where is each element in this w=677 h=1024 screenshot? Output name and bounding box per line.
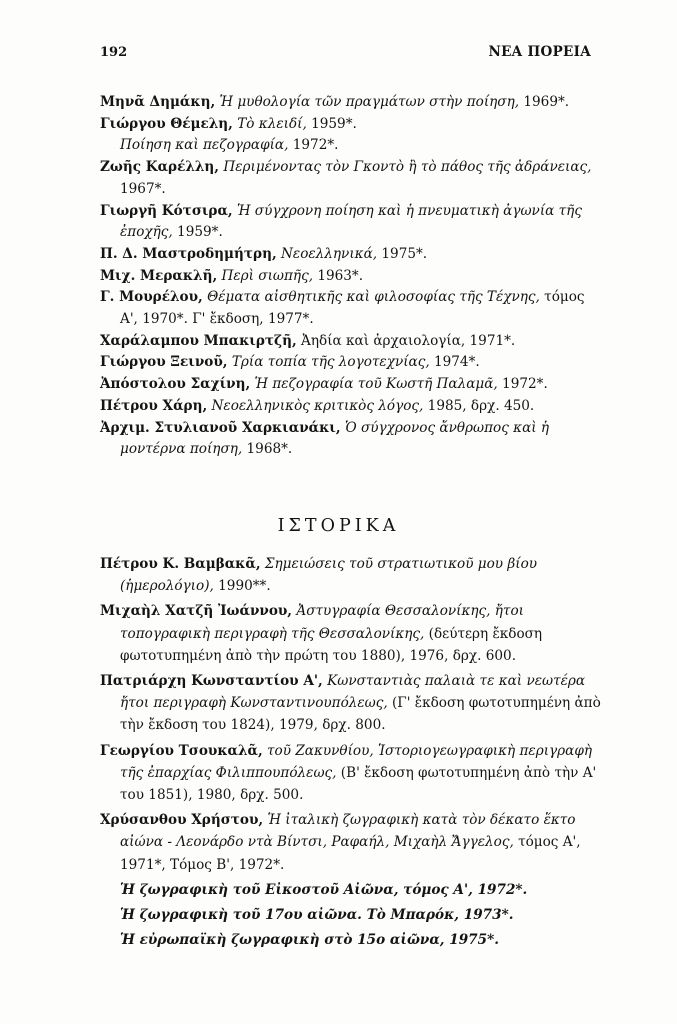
- entry-title: Ὁ σύγχρονος ἄνθρωπος καὶ ἡ μοντέρνα ποίηση,: [120, 419, 550, 458]
- entry-details: (δεύτερη ἔκδοση φωτοτυπημένη ἀπὸ τὴν πρώτη του 1880), 1976, δρχ. 600.: [120, 625, 543, 664]
- entry-details: 1972*.: [288, 137, 339, 154]
- entry-details: Ἀηδία καὶ ἀρχαιολογία, 1971*.: [301, 332, 516, 349]
- bibliography-entry: [100, 670, 602, 737]
- entry-details: (Γ' ἔκδοση φωτοτυπημένη ἀπὸ τὴν ἔκδοση του 1824), 1979, δρχ. 800.: [120, 695, 601, 734]
- entry-author: Χρύσανθου Χρήστου,: [100, 812, 264, 829]
- entry-details: τόμος Α', 1971*, Τόμος Β', 1972*.: [120, 834, 581, 873]
- bibliography-entry: [100, 904, 602, 926]
- entry-title: Ἡ ἰταλικὴ ζωγραφικὴ κατὰ τὸν δέκατο ἕκτο αἰώνα - Λεονάρδο ντὰ Βίντσι, Ραφαήλ, Μιχαὴλ Ἄγγελος,: [120, 812, 576, 851]
- entry-author: Μιχ. Μερακλῆ,: [100, 267, 218, 284]
- entry-title: τοῦ Ζακυνθίου, Ἱστοριογεωγραφικὴ περιγραφὴ τῆς ἐπαρχίας Φιλιππουπόλεως,: [120, 742, 592, 781]
- entry-author: Γεωργίου Τσουκαλᾶ,: [100, 742, 263, 759]
- entry-author: Ἀπόστολου Σαχίνη,: [100, 376, 251, 393]
- entry-title: Νεοελληνικὸς κριτικὸς λόγος,: [211, 397, 424, 414]
- entry-title: Θέματα αἰσθητικῆς καὶ φιλοσοφίας τῆς Τέχνης,: [207, 289, 540, 306]
- entry-details: (Β' ἔκδοση φωτοτυπημένη ἀπὸ τὴν Α' του 1851), 1980, δρχ. 500.: [120, 764, 597, 804]
- entry-author: Πατριάρχη Κωνσταντίου Α',: [100, 673, 323, 690]
- entry-details: τόμος Α', 1970*. Γ' ἔκδοση, 1977*.: [120, 289, 585, 328]
- entry-author: Μιχαὴλ Χατζῆ Ἰωάννου,: [100, 603, 293, 620]
- entry-title: Περιμένοντας τὸν Γκοντὸ ἢ τὸ πάθος τῆς ἀδράνειας,: [223, 159, 592, 176]
- entry-title: Τὸ κλειδί,: [237, 115, 307, 132]
- bibliography-entry: [100, 266, 602, 288]
- entry-details: 1990**.: [213, 578, 271, 595]
- journal-title: ΝΕΑ ΠΟΡΕΙΑ: [488, 44, 591, 60]
- entry-author: Π. Δ. Μαστροδημήτρη,: [100, 245, 277, 262]
- bibliography-entry: [100, 809, 602, 876]
- entry-details: 1975*.: [444, 932, 499, 949]
- entry-title: Κωνσταντιὰς παλαιὰ τε καὶ νεωτέρα ἤτοι περιγραφὴ Κωνσταντινουπόλεως,: [120, 673, 586, 712]
- entry-details: 1974*.: [429, 354, 480, 371]
- entry-author: Γ. Μουρέλου,: [100, 289, 203, 306]
- entry-title: Ἡ μυθολογία τῶν πραγμάτων στὴν ποίηση,: [219, 94, 520, 110]
- entry-details: 1959*.: [172, 224, 223, 241]
- entry-title: Ἡ εὐρωπαϊκὴ ζωγραφικὴ στὸ 15ο αἰῶνα,: [120, 932, 445, 949]
- entry-title: Ἡ ζωγραφικὴ τοῦ 17ου αἰῶνα. Τὸ Μπαρόκ,: [120, 907, 460, 924]
- bibliography-list-literature: [100, 92, 602, 461]
- entry-title: Τρία τοπία τῆς λογοτεχνίας,: [231, 354, 430, 371]
- entry-author: Πέτρου Κ. Βαμβακᾶ,: [100, 556, 261, 572]
- bibliography-entry: [100, 201, 602, 244]
- entry-details: 1968*.: [242, 441, 293, 458]
- bibliography-entry: [100, 929, 602, 951]
- bibliography-entry: [100, 331, 602, 353]
- entry-author: Γιώργου Θέμελη,: [100, 115, 233, 132]
- bibliography-entry: [100, 135, 602, 157]
- entry-title: Ἡ ζωγραφικὴ τοῦ Εἰκοστοῦ Αἰῶνα,: [120, 881, 399, 898]
- bibliography-entry: [100, 157, 602, 200]
- bibliography-entry: [100, 374, 602, 396]
- entry-author: Ζωῆς Καρέλλη,: [100, 159, 220, 176]
- entry-author: Μηνᾶ Δημάκη,: [100, 94, 216, 110]
- entry-title: Περὶ σιωπῆς,: [221, 267, 314, 284]
- entry-details: 1967*.: [120, 180, 166, 197]
- entry-title: Ἀστυγραφία Θεσσαλονίκης, ἤτοι τοπογραφικὴ περιγραφὴ τῆς Θεσσαλονίκης,: [120, 603, 524, 642]
- entry-details: 1963*.: [313, 267, 364, 284]
- entry-author: Χαράλαμπου Μπακιρτζῆ,: [100, 332, 297, 349]
- entry-title: Ποίηση καὶ πεζογραφία,: [120, 137, 289, 154]
- entry-title: Ἡ σύγχρονη ποίηση καὶ ἡ πνευματικὴ ἀγωνία τῆς ἐποχῆς,: [120, 202, 582, 241]
- bibliography-entry: [100, 244, 602, 266]
- bibliography-entry: [100, 418, 602, 461]
- section-heading: ΙΣΤΟΡΙΚΑ: [277, 516, 400, 536]
- entry-details: τόμος Α', 1972*.: [398, 881, 528, 898]
- entry-details: 1972*.: [497, 376, 548, 393]
- entry-title: Σημειώσεις τοῦ στρατιωτικοῦ μου βίου (ἡμερολόγιο),: [120, 556, 538, 595]
- entry-author: Γιωργῆ Κότσιρα,: [100, 202, 233, 219]
- bibliography-entry: [100, 600, 602, 667]
- bibliography-entry: [100, 114, 602, 136]
- running-head: [100, 44, 591, 60]
- entry-title: Ἡ πεζογραφία τοῦ Κωστῆ Παλαμᾶ,: [254, 376, 498, 393]
- bibliography-entry: [100, 92, 602, 114]
- entry-author: Γιώργου Ξεινοῦ,: [100, 354, 228, 371]
- entry-title: Νεοελληνικά,: [281, 245, 378, 262]
- entry-details: 1975*.: [377, 245, 428, 262]
- entry-author: Πέτρου Χάρη,: [100, 397, 208, 414]
- bibliography-entry: [100, 553, 602, 597]
- bibliography-entry: [100, 352, 602, 374]
- entry-details: 1969*.: [519, 94, 570, 110]
- bibliography-entry: [100, 396, 602, 418]
- bibliography-entry: [100, 879, 602, 901]
- entry-details: 1973*.: [459, 907, 514, 924]
- entry-details: 1959*.: [306, 115, 357, 132]
- bibliography-entry: [100, 287, 602, 330]
- entry-author: Ἀρχιμ. Στυλιανοῦ Χαρκιανάκι,: [100, 419, 341, 436]
- bibliography-entry: [100, 740, 602, 807]
- page-number: 192: [100, 45, 128, 60]
- bibliography-list-history: [100, 553, 602, 954]
- entry-details: 1985, δρχ. 450.: [423, 397, 535, 414]
